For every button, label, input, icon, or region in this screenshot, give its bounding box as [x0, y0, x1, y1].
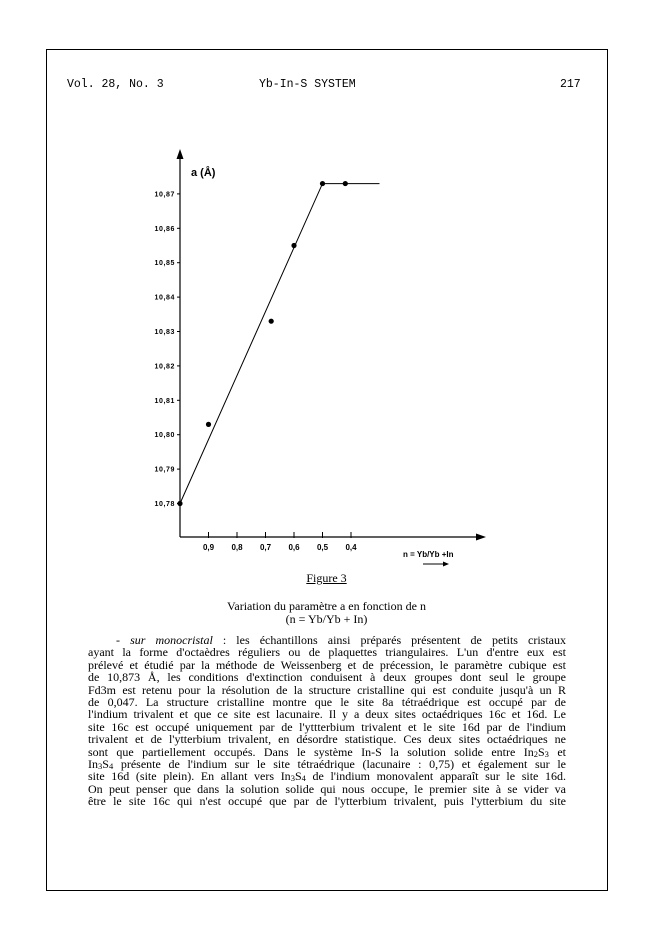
data-point	[206, 422, 211, 427]
figure-title: Figure 3	[306, 571, 347, 585]
y-tick-label: 10,80	[154, 432, 175, 440]
y-tick-label: 10,85	[154, 260, 175, 268]
page-number: 217	[560, 78, 581, 91]
x-axis-label: n = Yb/Yb +In	[403, 550, 454, 559]
body-line: être le site 16c qui n'est occupé que par de l'ytterbium trivalent, puis l'ytterbium du site	[88, 794, 566, 809]
body-line: l'indium trivalent et que ce site est lacunaire. Il y a deux sites octaédriques 16c et 16d. Le	[88, 707, 566, 722]
y-tick-label: 10,81	[154, 397, 175, 405]
x-axis-direction-arrow-head	[443, 562, 449, 567]
y-axis-arrow	[177, 149, 184, 159]
body-line: - sur monocristal : les échantillons ainsi préparés présentent de petits cristaux	[116, 633, 567, 647]
y-tick-label: 10,87	[154, 191, 175, 199]
y-tick-label: 10,84	[154, 294, 175, 302]
x-tick-label: 0,8	[231, 543, 243, 552]
body-line: $In_3S_4$ présente de l'indium sur le site tétraédrique (lacunaire : 0,75) et également sur le	[88, 757, 566, 772]
x-tick-label: 0,7	[259, 543, 272, 552]
body-line: ayant la forme d'octaèdres réguliers ou de plaquettes triangulaires. L'un d'entre eux est	[88, 645, 566, 660]
journal-volume: Vol. 28, No. 3	[67, 78, 164, 91]
body-line: de 10,873 Å, les conditions d'extinction conduisent à deux groupes dont seul le groupe	[88, 670, 566, 685]
body-line: On peut penser que dans la solution solide qui nous occupe, le premier site à se vider va	[88, 781, 566, 796]
fit-line	[180, 184, 380, 504]
body-text	[88, 634, 566, 808]
data-point	[291, 243, 296, 248]
body-line: site 16c est occupé uniquement par de l'yttterbium trivalent et le site 16d par de l'indium	[88, 719, 566, 734]
x-tick-label: 0,4	[345, 543, 357, 552]
y-axis-label: a (Å)	[191, 167, 216, 179]
body-line: site 16d (site plein). En allant vers $In_3S_4$ de l'indium monovalent apparaît sur le site 16d.	[88, 769, 566, 784]
y-tick-label: 10,86	[154, 225, 175, 233]
y-tick-label: 10,79	[154, 466, 175, 474]
x-tick-label: 0,5	[316, 543, 329, 552]
data-point	[343, 181, 348, 186]
y-tick-label: 10,78	[154, 501, 175, 508]
figure-caption-line-2: (n = Yb/Yb + In)	[285, 612, 368, 626]
data-point	[177, 501, 182, 506]
body-line: sont que partiellement occupés. Dans le système In-S la solution solide entre $In_2S_3$ et	[88, 744, 566, 759]
body-line: de 0,047. La structure cristalline montre que le site 8a tétraédrique est occupé par de	[88, 695, 566, 710]
data-point	[320, 181, 325, 186]
body-line: trivalent et de l'ytterbium trivalent, en désordre statistique. Ces deux sites octaédriques ne	[88, 732, 566, 747]
figure-caption-line-1: Variation du paramètre a en fonction de n	[227, 599, 426, 613]
body-line: prélevé et étudié par la méthode de Weissenberg et de précession, le paramètre cubique est	[88, 657, 566, 672]
running-title: Yb-In-S SYSTEM	[259, 78, 356, 91]
x-tick-label: 0,9	[202, 543, 215, 552]
body-line: Fd3m est retenu pour la résolution de la structure cristalline qui est conduite jusqu'à un R	[88, 682, 566, 697]
section-lead: sur monocristal	[130, 633, 213, 647]
x-tick-label: 0,6	[288, 543, 300, 552]
y-tick-label: 10,82	[154, 363, 175, 371]
x-axis-arrow	[476, 534, 486, 541]
data-point	[269, 319, 274, 324]
y-tick-label: 10,83	[154, 329, 175, 336]
